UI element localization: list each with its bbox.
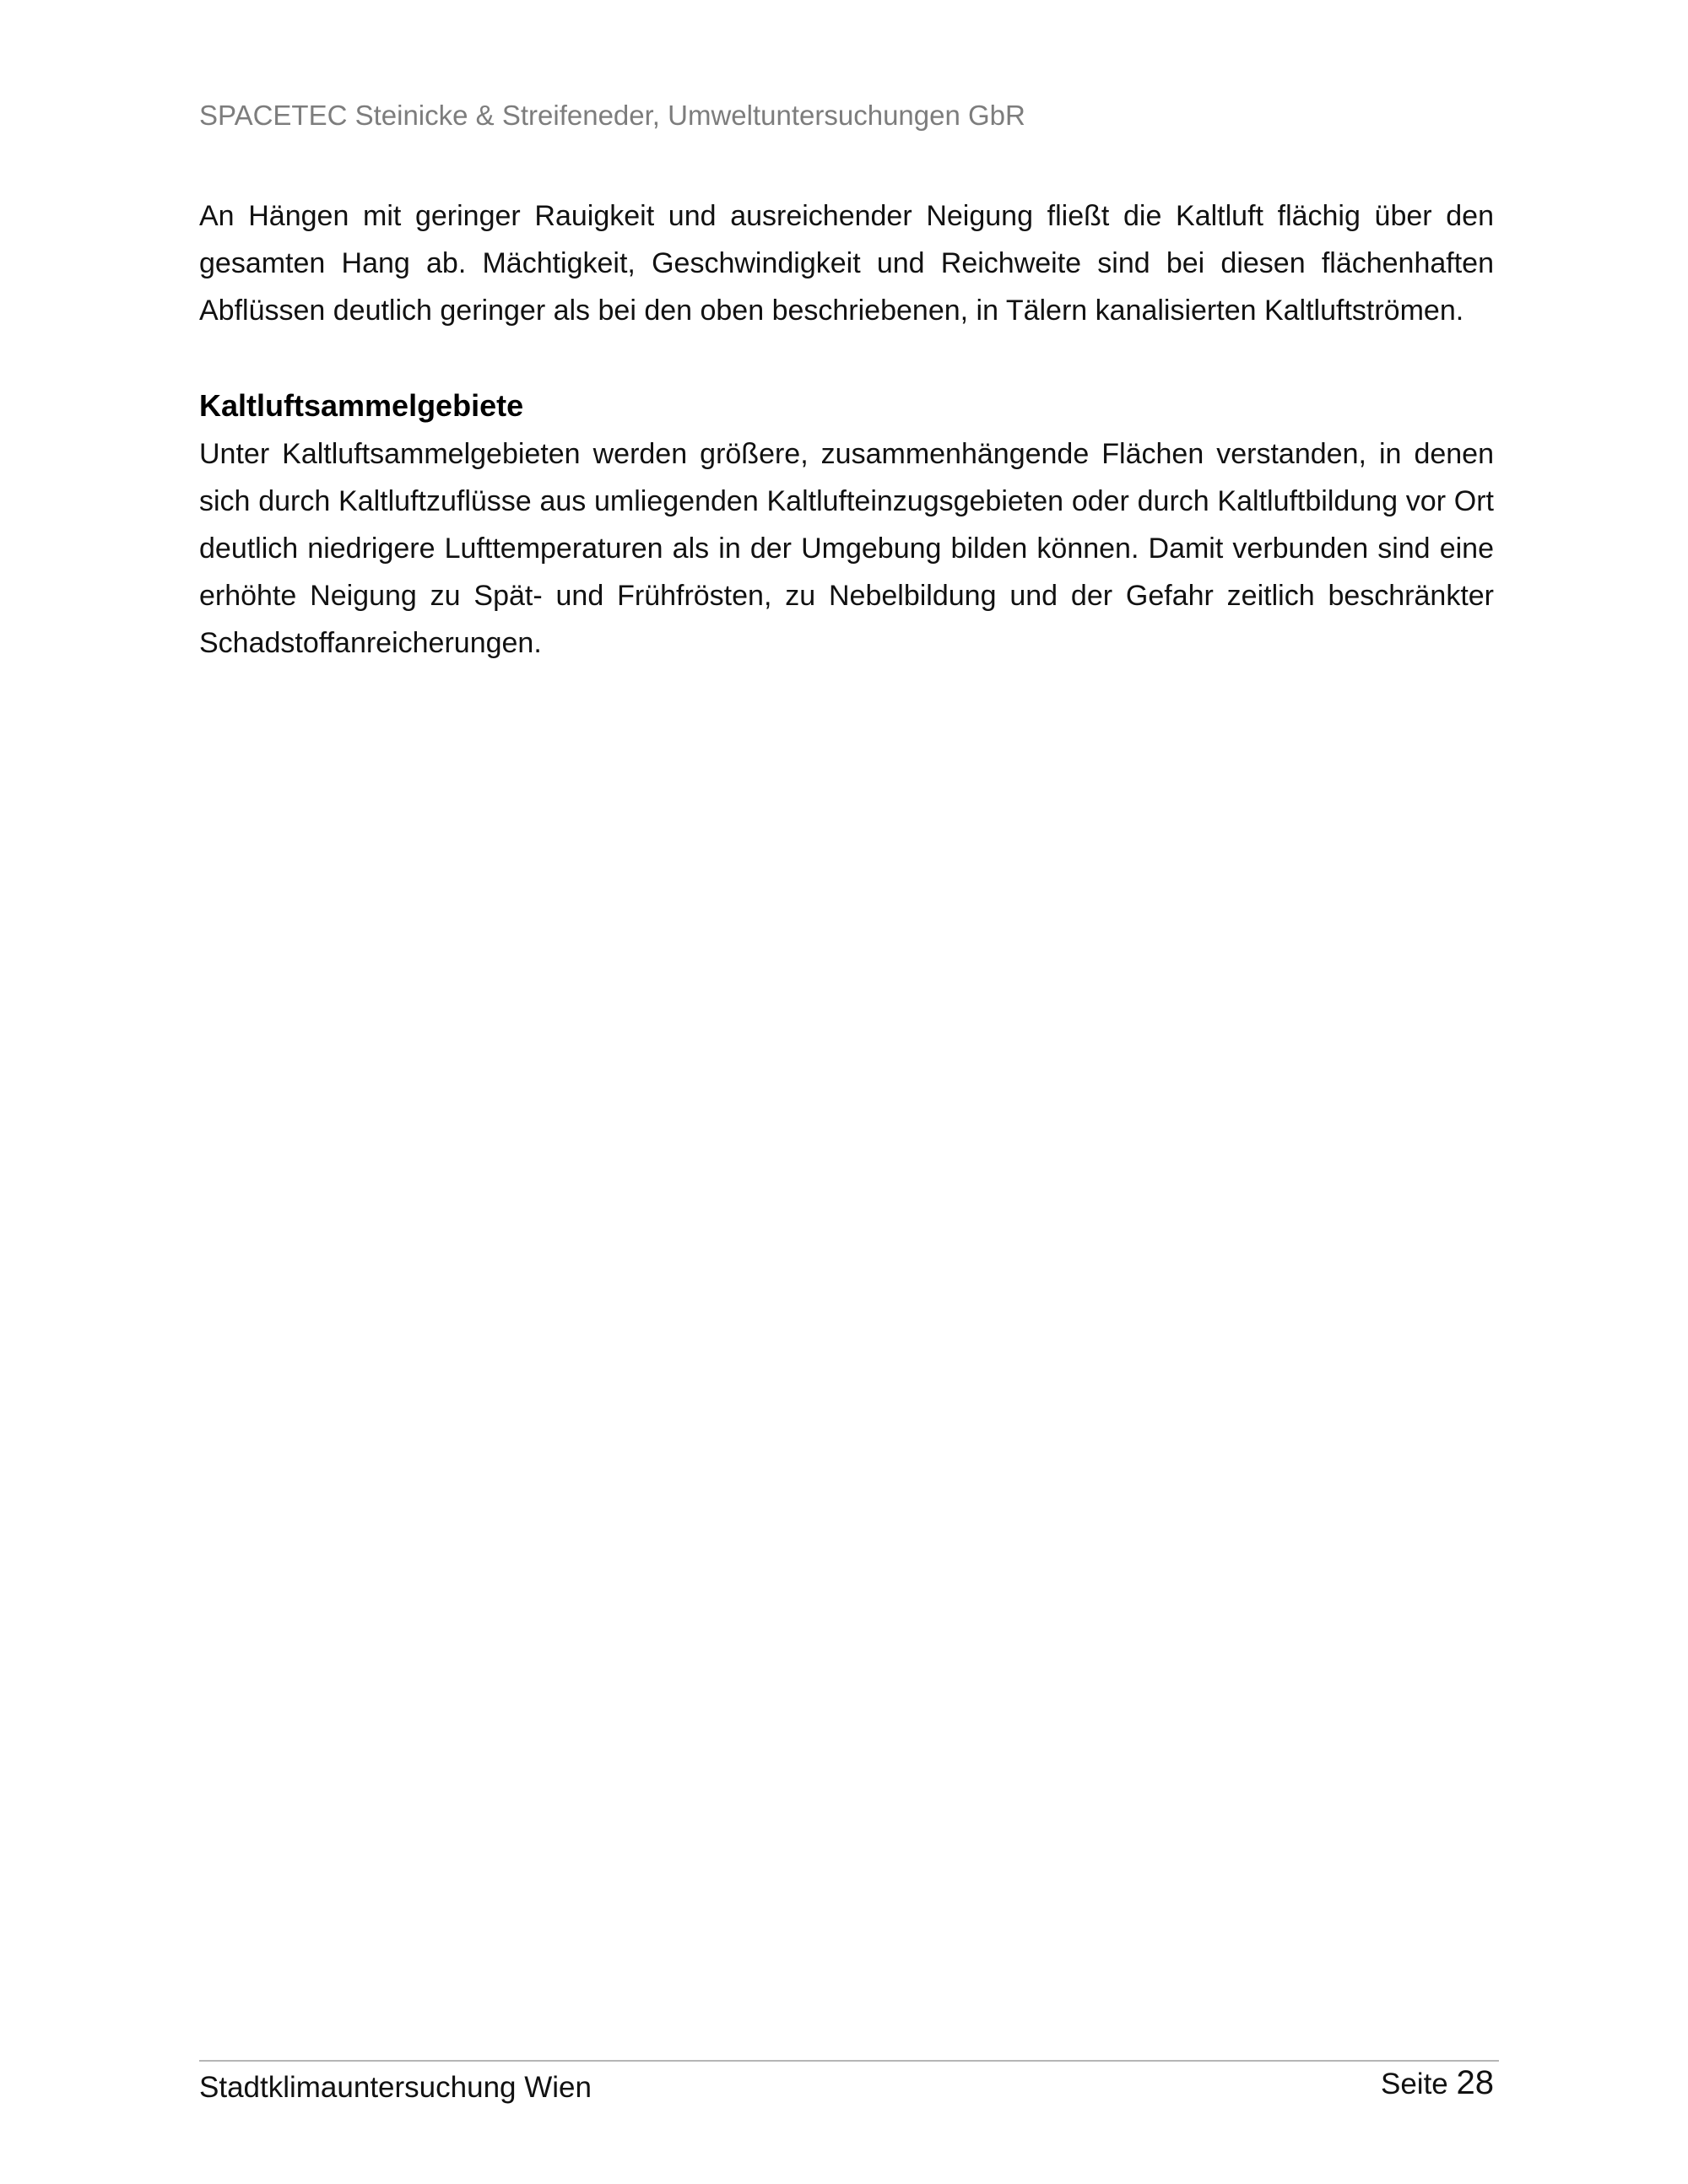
page-label: Seite bbox=[1380, 2068, 1448, 2100]
footer-document-title: Stadtklimauntersuchung Wien bbox=[199, 2071, 592, 2104]
main-content bbox=[199, 192, 1494, 667]
section-paragraph: Unter Kaltluftsammelgebieten werden größere, zusammenhängende Flächen verstanden, in denen sich durch Kaltluftzuflüsse aus umliegenden Kaltlufteinzugsgebieten oder durch Kaltluftbildung vor Ort deutlich niedrigere Lufttemperaturen als in der Umgebung bilden können. Damit verbunden sind eine erhöhte Neigung zu Spät- und Frühfrösten, zu Nebelbildung und der Gefahr zeitlich beschränkter Schadstoffanreicherungen. bbox=[199, 438, 1494, 659]
page-number: 28 bbox=[1456, 2064, 1494, 2101]
page-header: SPACETEC Steinicke & Streifeneder, Umweltuntersuchungen GbR bbox=[199, 100, 1025, 131]
intro-paragraph: An Hängen mit geringer Rauigkeit und ausreichender Neigung fließt die Kaltluft flächig über den gesamten Hang ab. Mächtigkeit, Geschwindigkeit und Reichweite sind bei diesen flächenhaften Abflüssen deutlich geringer als bei den oben beschriebenen, in Tälern kanalisierten Kaltluftströmen. bbox=[199, 200, 1494, 327]
section-heading: Kaltluftsammelgebiete bbox=[199, 388, 524, 423]
footer-page-indicator bbox=[1381, 2061, 1494, 2106]
footer-divider bbox=[199, 2060, 1499, 2062]
